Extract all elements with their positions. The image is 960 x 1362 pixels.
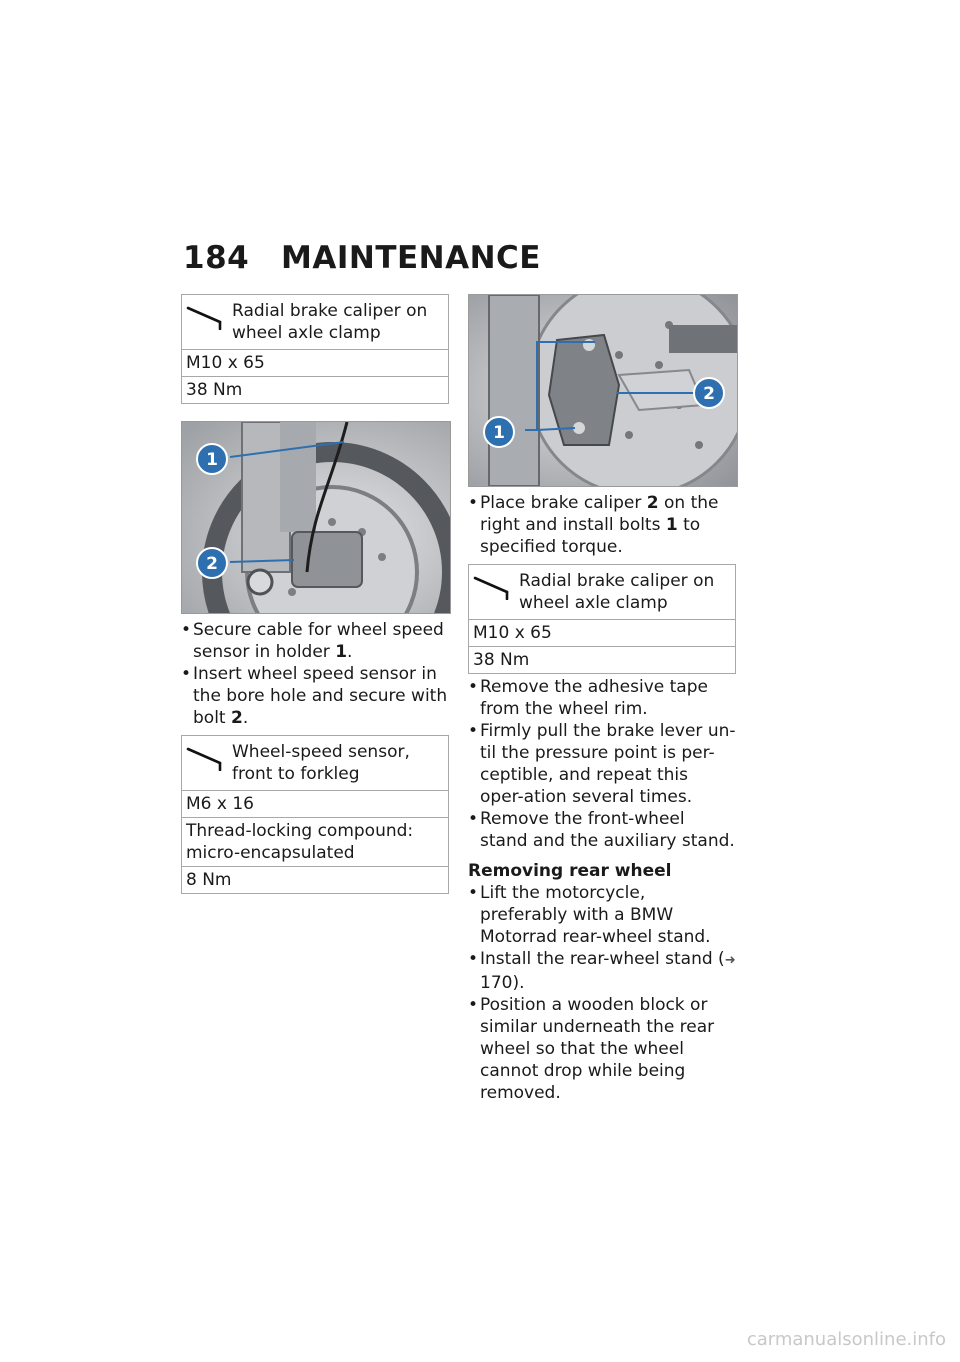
page-number: 184 — [183, 240, 250, 276]
left-column — [181, 294, 449, 894]
torque-wrench-icon — [473, 574, 519, 606]
page-header — [183, 240, 541, 276]
page-reference-arrow-icon: ➜ — [724, 953, 736, 968]
torque-wrench-icon — [186, 745, 232, 777]
spec-row: 8 Nm — [182, 867, 449, 894]
spec-row: M6 x 16 — [182, 791, 449, 818]
list-item: • Install the rear-wheel stand (➜ 170). — [468, 948, 736, 994]
callout-1: 1 — [206, 450, 218, 470]
watermark-footer: carmanualsonline.info — [746, 1329, 946, 1350]
torque-spec-table — [181, 294, 449, 404]
callout-1: 1 — [493, 423, 505, 443]
section-heading: Removing rear wheel — [468, 861, 672, 881]
photo-brake-caliper — [468, 294, 738, 487]
list-item: • Secure cable for wheel speed sensor in holder 1. — [181, 619, 449, 663]
section-title: MAINTENANCE — [281, 240, 541, 276]
callout-2: 2 — [206, 554, 218, 574]
steps-list — [468, 882, 736, 1104]
page-reference[interactable]: 170 — [480, 973, 513, 993]
list-item: • Remove the front-wheel stand and the auxiliary stand. — [468, 808, 736, 852]
list-item: • Insert wheel speed sensor in the bore hole and secure with bolt 2. — [181, 663, 449, 729]
spec-title: Radial brake caliper on wheel axle clamp — [519, 571, 715, 613]
list-item: • Lift the motorcycle, preferably with a BMW Motorrad rear-wheel stand. — [468, 882, 736, 948]
steps-list — [468, 676, 736, 852]
torque-wrench-icon — [186, 304, 232, 336]
torque-spec-table — [468, 564, 736, 674]
spec-row: M10 x 65 — [182, 350, 449, 377]
spec-row: Thread-locking compound: micro-encapsulated — [182, 818, 449, 867]
steps-list — [181, 619, 449, 729]
right-column — [468, 294, 736, 1104]
list-item: • Remove the adhesive tape from the wheel rim. — [468, 676, 736, 720]
list-item: • Place brake caliper 2 on the right and install bolts 1 to specified torque. — [468, 492, 736, 558]
spec-title: Radial brake caliper on wheel axle clamp — [232, 301, 428, 343]
list-item: • Firmly pull the brake lever un-til the pressure point is per-ceptible, and repeat this oper-ation several times. — [468, 720, 736, 808]
torque-spec-table — [181, 735, 449, 894]
spec-row: 38 Nm — [469, 647, 736, 674]
callout-2: 2 — [703, 384, 715, 404]
steps-list — [468, 492, 736, 558]
list-item: • Position a wooden block or similar underneath the rear wheel so that the wheel cannot drop while being removed. — [468, 994, 736, 1104]
spec-row: M10 x 65 — [469, 620, 736, 647]
spec-title: Wheel-speed sensor, front to forkleg — [232, 742, 410, 784]
spec-row: 38 Nm — [182, 377, 449, 404]
photo-speed-sensor — [181, 421, 451, 614]
